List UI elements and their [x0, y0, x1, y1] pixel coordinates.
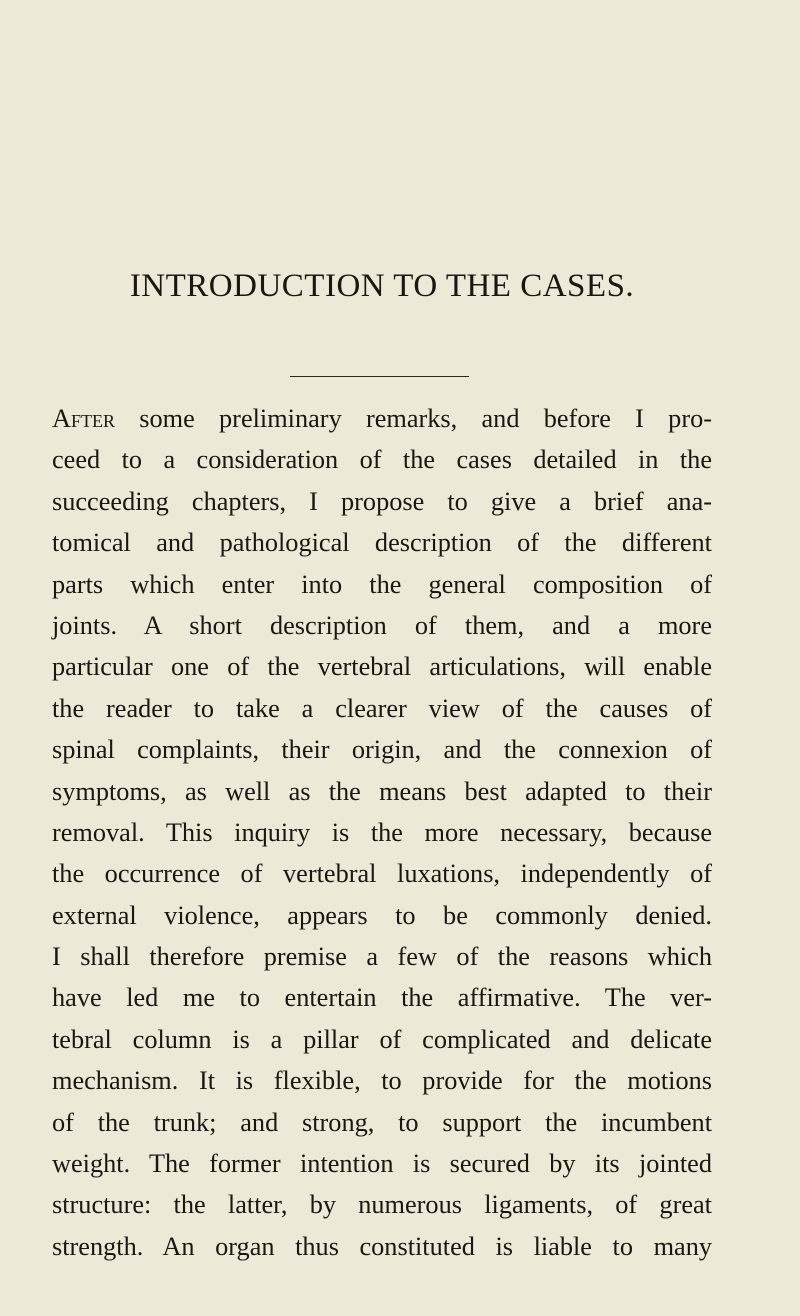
text-line [52, 398, 712, 439]
body-text [52, 398, 712, 1267]
text-line: spinal complaints, their origin, and the connexion of [52, 735, 712, 765]
text-line: strength. An organ thus constituted is liable to many [52, 1231, 712, 1261]
text-line: tomical and pathological description of the different [52, 528, 712, 558]
text-line: ceed to a consideration of the cases detailed in the [52, 445, 712, 475]
text-line: have led me to entertain the affirmative. The ver- [52, 983, 712, 1013]
text-line: mechanism. It is flexible, to provide for the motions [52, 1066, 712, 1096]
text-line: parts which enter into the general composition of [52, 569, 712, 599]
text-line: particular one of the vertebral articulations, will enable [52, 652, 712, 682]
text-line: succeeding chapters, I propose to give a brief ana- [52, 486, 712, 516]
text-line: of the trunk; and strong, to support the incumbent [52, 1107, 712, 1137]
text-line: removal. This inquiry is the more necessary, because [52, 817, 712, 847]
opening-word: After [52, 404, 115, 433]
text-line-content: some preliminary remarks, and before I pro- [115, 404, 712, 433]
text-line: external violence, appears to be commonly denied. [52, 900, 712, 930]
text-line: weight. The former intention is secured by its jointed [52, 1149, 712, 1179]
text-line: tebral column is a pillar of complicated and delicate [52, 1024, 712, 1054]
text-line: the reader to take a clearer view of the causes of [52, 693, 712, 723]
chapter-heading: INTRODUCTION TO THE CASES. [129, 268, 635, 304]
text-line: symptoms, as well as the means best adapted to their [52, 776, 712, 806]
text-line: structure: the latter, by numerous ligaments, of great [52, 1190, 712, 1220]
text-line: the occurrence of vertebral luxations, independently of [52, 859, 712, 889]
text-line: joints. A short description of them, and a more [52, 610, 712, 640]
heading-rule [290, 376, 469, 377]
text-line: I shall therefore premise a few of the reasons which [52, 942, 712, 972]
